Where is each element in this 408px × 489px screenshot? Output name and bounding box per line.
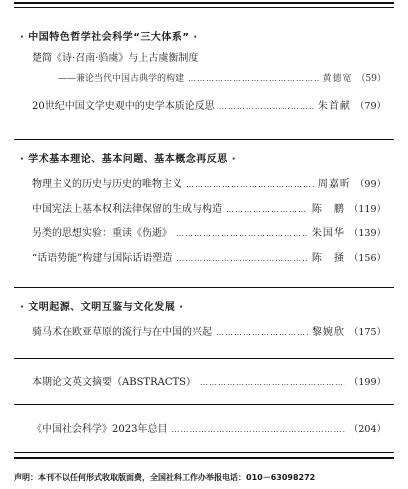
toc-entry[interactable] (32, 323, 386, 337)
leader-dots (216, 328, 308, 337)
entry-author: 周嘉昕 (317, 179, 351, 190)
section-divider (14, 358, 394, 359)
entry-subtitle: ——兼论当代中国古典学的构建 (58, 74, 185, 84)
entry-title: 骑马术在欧亚草原的流行与在中国的兴起 (32, 327, 212, 338)
entry-page: （139） (348, 228, 386, 239)
entry-title: 物理主义的历史与历史的唯物主义 (32, 179, 182, 190)
entry-page: （119） (348, 204, 386, 215)
leader-dots (176, 229, 308, 238)
leader-dots (186, 180, 314, 189)
entry-title: 另类的思想实验：重读《伤逝》 (32, 228, 172, 239)
entry-author: 黎婉欣 (311, 327, 345, 338)
section-divider (14, 287, 394, 288)
entry-title: 20世纪中国文学史观中的史学本质论反思 (32, 101, 215, 112)
entry-page: （79） (354, 101, 386, 112)
bottom-rule (14, 452, 394, 453)
footer-statement: 声明：本刊不以任何形式收取版面费，全国社科工作办举报电话：010－63098272 (14, 473, 316, 482)
entry-page: （59） (356, 74, 386, 84)
index-title: 《中国社会科学》2023年总目 (32, 424, 168, 435)
entry-author: 朱首献 (317, 101, 351, 112)
leader-dots (171, 425, 344, 434)
section-heading-three-systems: · 中国特色哲学社会科学“三大体系” · (20, 32, 198, 43)
entry-page: （156） (348, 253, 386, 264)
entry-subtitle-row[interactable] (58, 71, 386, 84)
entry-author: 黄德宽 (322, 74, 353, 84)
section-divider (14, 404, 394, 405)
top-rule-thin (14, 7, 394, 8)
leader-dots (200, 378, 345, 387)
section-heading-basic-theory: · 学术基本理论、基本问题、基本概念再反思 · (20, 154, 237, 165)
entry-page: （99） (354, 179, 386, 190)
entry-title: “话语势能”构建与国际话语塑造 (32, 253, 173, 264)
abstracts-title: 本期论文英文摘要（ABSTRACTS） (32, 377, 197, 388)
leader-dots (188, 74, 319, 83)
index-page: （204） (348, 424, 386, 435)
entry-page: （175） (348, 327, 386, 338)
leader-dots (226, 205, 308, 214)
toc-entry-annual-index[interactable] (32, 420, 386, 434)
leader-dots (219, 102, 314, 111)
entry-title: 中国宪法上基本权利法律保留的生成与构造 (32, 204, 222, 215)
toc-entry[interactable] (32, 249, 386, 263)
entry-author: 陈 掻 (311, 253, 345, 264)
toc-entry[interactable] (32, 224, 386, 238)
toc-entry[interactable] (32, 200, 386, 214)
entry-author: 朱国华 (311, 228, 345, 239)
toc-entry-abstracts[interactable] (32, 373, 386, 387)
toc-entry[interactable] (32, 97, 386, 111)
top-rule (14, 2, 394, 4)
bottom-rule-thick (14, 457, 394, 459)
section-heading-civilization: · 文明起源、文明互鉴与文化发展 · (20, 302, 184, 313)
entry-title[interactable]: 楚简《诗·召南·驺虞》与上古虞衡制度 (32, 53, 199, 64)
abstracts-page: （199） (348, 377, 386, 388)
entry-author: 陈 鹏 (311, 204, 345, 215)
toc-entry[interactable] (32, 175, 386, 189)
leader-dots (176, 254, 308, 263)
section-divider (14, 139, 394, 140)
